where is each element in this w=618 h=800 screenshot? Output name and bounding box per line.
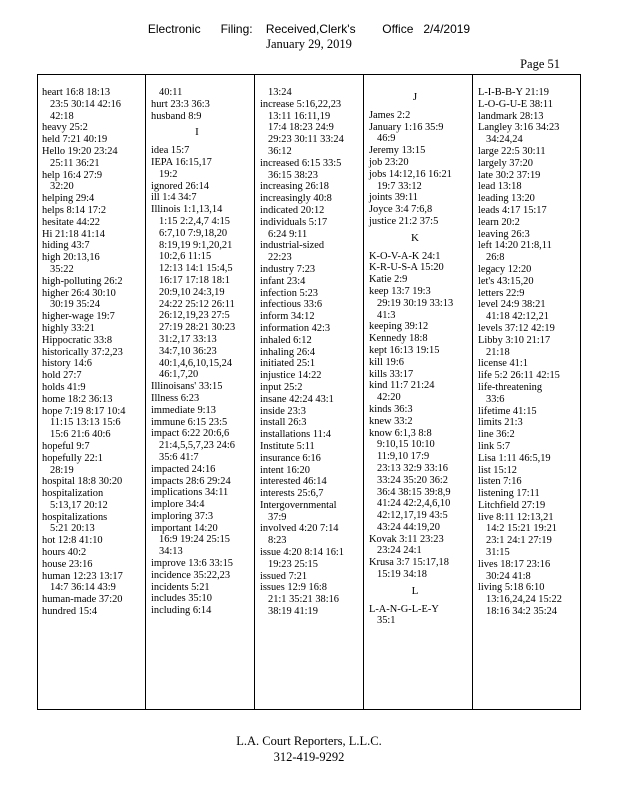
index-entry: late 30:2 37:19 [478,169,541,181]
index-column-1 [42,87,134,618]
index-entry: immune 6:15 23:5 [151,416,228,428]
index-entry: interests 25:6,7 [260,488,324,500]
index-entry: 21:1 35:21 38:16 [268,594,340,606]
index-entry: landmark 28:13 [478,110,544,122]
index-entry: 40:1,4,6,10,15,24 [159,357,233,369]
index-entry: interested 46:14 [260,476,327,488]
index-entry: L-O-G-U-E 38:11 [478,98,553,110]
index-entry: kinds 36:3 [369,403,413,415]
index-entry: 21:18 [486,346,510,358]
index-entry: 35:22 [50,263,74,275]
index-entry: listening 17:11 [478,488,540,500]
index-entry: 13:11 16:11,19 [268,110,331,122]
index-entry: 21:4,5,5,7,23 24:6 [159,440,235,452]
index-entry: includes 35:10 [151,593,212,605]
index-entry: 8:19,19 9:1,20,21 [159,239,233,251]
index-entry: James 2:2 [369,109,411,121]
index-entry: hiding 43:7 [42,240,90,252]
index-entry: 9:10,15 10:10 [377,439,435,451]
index-entry: license 41:1 [478,358,528,370]
section-letter: K [411,231,419,244]
index-entry: left 14:20 21:8,11 [478,240,552,252]
index-entry: 33:6 [486,393,505,405]
index-entry: 41:24 42:2,4,6,10 [377,498,451,510]
index-entry: 31:2,17 33:13 [159,333,217,345]
index-entry: increase 5:16,22,23 [260,98,342,110]
index-entry: know 6:1,3 8:8 [369,427,432,439]
index-entry: increasing 26:18 [260,181,329,193]
index-entry: Joyce 3:4 7:6,8 [369,204,433,216]
index-entry: immediate 9:13 [151,404,216,416]
index-entry: 23:1 24:1 27:19 [486,535,552,547]
index-entry: held 7:21 40:19 [42,134,108,146]
index-entry: list 15:12 [478,464,517,476]
index-entry: hopeful 9:7 [42,440,90,452]
index-entry: 20:9,10 24:3,19 [159,286,225,298]
index-entry: 22:23 [268,252,292,264]
index-entry: knew 33:2 [369,415,413,427]
index-entry: hope 7:19 8:17 10:4 [42,405,126,417]
index-entry: 36:12 [268,145,292,157]
index-entry: letters 22:9 [478,287,525,299]
index-entry: incidence 35:22,23 [151,569,231,581]
index-entry: heart 16:8 18:13 [42,87,111,98]
index-entry: 40:11 [159,87,183,98]
index-entry: insane 42:24 43:1 [260,393,334,405]
index-entry: Langley 3:16 34:23 [478,122,560,134]
index-entry: kind 11:7 21:24 [369,380,435,392]
index-entry: Jeremy 13:15 [369,145,426,157]
index-entry: historically 37:2,23 [42,346,123,358]
index-entry: industry 7:23 [260,263,316,275]
index-entry: history 14:6 [42,358,92,370]
index-entry: incidents 5:21 [151,581,210,593]
index-entry: let's 43:15,20 [478,275,534,287]
index-entry: impacted 24:16 [151,463,216,475]
index-entry: including 6:14 [151,605,212,617]
index-entry: levels 37:12 42:19 [478,322,555,334]
index-entry: 8:23 [268,535,287,547]
index-entry: help 16:4 27:9 [42,169,103,181]
index-entry: 34:24,24 [486,134,523,146]
index-entry: lives 18:17 23:16 [478,558,551,570]
index-entry: 27:19 28:21 30:23 [159,322,236,334]
index-column-2 [151,87,243,617]
index-entry: 23:5 30:14 42:16 [50,98,122,110]
index-entry: 16:17 17:18 18:1 [159,274,231,286]
index-entry: learn 20:2 [478,216,520,228]
index-entry: justice 21:2 37:5 [369,215,439,227]
index-entry: 43:24 44:19,20 [377,521,440,533]
index-column-5 [478,87,570,618]
index-entry: 5:13,17 20:12 [50,499,108,511]
index-entry: industrial-sized [260,240,325,252]
index-entry: 31:15 [486,547,510,559]
index-entry: 26:12,19,23 27:5 [159,310,230,322]
index-entry: involved 4:20 7:14 [260,523,339,535]
column-divider [363,75,364,709]
index-entry: helping 29:4 [42,193,95,205]
index-entry: 11:15 13:13 15:6 [50,417,121,429]
column-divider [145,75,146,709]
index-entry: 13:16,24,24 15:22 [486,594,562,606]
index-entry: hurt 23:3 36:3 [151,98,210,110]
index-entry: 5:21 20:13 [50,523,95,535]
section-letter: L [411,584,419,597]
index-entry: Katie 2:9 [369,274,408,286]
index-entry: 29:23 30:11 33:24 [268,134,344,146]
index-entry: Lisa 1:11 46:5,19 [478,452,551,464]
reporter-phone: 312-419-9292 [273,750,345,764]
index-entry: 38:19 41:19 [268,606,318,618]
index-entry: infection 5:23 [260,287,319,299]
index-entry: individuals 5:17 [260,216,328,228]
index-entry: hospitalizations [42,511,108,523]
index-entry: Illinois 1:1,13,14 [151,204,223,216]
index-entry: legacy 12:20 [478,263,532,275]
index-entry: limits 21:3 [478,417,523,429]
index-entry: imploring 37:3 [151,510,214,522]
index-entry: large 22:5 30:11 [478,145,546,157]
index-table [37,74,581,710]
index-entry: life 5:2 26:11 42:15 [478,370,560,382]
column-divider [472,75,473,709]
index-entry: hospitalization [42,488,104,500]
index-entry: issues 12:9 16:8 [260,582,327,594]
index-entry: 46:9 [377,133,396,145]
index-entry: 33:24 35:20 36:2 [377,474,449,486]
index-entry: leads 4:17 15:17 [478,204,547,216]
index-entry: 13:24 [268,87,292,98]
index-entry: hospital 18:8 30:20 [42,476,123,488]
page-number: Page 51 [520,57,560,71]
index-entry: link 5:7 [478,440,511,452]
index-entry: important 14:20 [151,522,218,534]
reporter-name: L.A. Court Reporters, L.L.C. [236,734,382,748]
index-entry: inform 34:12 [260,311,315,323]
index-entry: Intergovernmental [260,499,337,511]
index-entry: implications 34:11 [151,487,229,499]
index-entry: 36:4 38:15 39:8,9 [377,486,451,498]
index-entry: 12:13 14:1 15:4,5 [159,263,233,275]
hearing-date: January 29, 2019 [266,37,352,51]
index-entry: increased 6:15 33:5 [260,157,342,169]
index-entry: higher 26:4 30:10 [42,287,116,299]
section-letter: I [195,126,199,139]
index-entry: Litchfield 27:19 [478,499,546,511]
index-entry: Hi 21:18 41:14 [42,228,105,240]
index-entry: implore 34:4 [151,499,205,511]
index-entry: January 1:16 35:9 [369,121,444,133]
index-entry: injustice 14:22 [260,370,322,382]
index-entry: 37:9 [268,511,287,523]
index-entry: Libby 3:10 21:17 [478,334,551,346]
index-entry: 19:23 25:15 [268,558,318,570]
index-entry: leading 13:20 [478,193,535,205]
index-entry: Krusa 3:7 15:17,18 [369,557,449,569]
index-entry: human 12:23 13:17 [42,570,123,582]
index-entry: input 25:2 [260,381,303,393]
index-entry: 46:1,7,20 [159,369,199,381]
index-entry: hesitate 44:22 [42,216,101,228]
index-entry: lifetime 41:15 [478,405,537,417]
index-entry: keep 13:7 19:3 [369,285,431,297]
index-entry: installations 11:4 [260,429,331,441]
index-entry: install 26:3 [260,417,307,429]
index-entry: joints 39:11 [369,192,418,204]
index-entry: 42:12,17,19 43:5 [377,510,448,522]
index-entry: 42:20 [377,392,401,404]
index-entry: 32:20 [50,181,74,193]
section-letter: J [412,91,418,103]
index-entry: infectious 33:6 [260,299,323,311]
filing-header: Electronic Filing: Received,Clerk's Office 2/4/2019 [147,22,471,36]
index-entry: kept 16:13 19:15 [369,344,440,356]
index-entry: 15:19 34:18 [377,569,427,581]
index-entry: 36:15 38:23 [268,169,318,181]
index-entry: IEPA 16:15,17 [151,156,212,168]
index-entry: 35:6 41:7 [159,451,199,463]
index-entry: husband 8:9 [151,110,202,122]
index-entry: helps 8:14 17:2 [42,204,107,216]
index-entry: 10:2,6 11:15 [159,251,212,263]
index-entry: information 42:3 [260,322,331,334]
index-entry: 6:24 9:11 [268,228,308,240]
index-entry: 14:7 36:14 43:9 [50,582,116,594]
index-entry: job 23:20 [369,156,409,168]
index-entry: Kovak 3:11 23:23 [369,533,444,545]
index-entry: kills 33:17 [369,368,414,380]
index-column-4 [369,87,461,627]
index-entry: high-polluting 26:2 [42,275,123,287]
index-entry: 34:7,10 36:23 [159,345,217,357]
index-entry: line 36:2 [478,429,515,441]
index-entry: 19:2 [159,168,178,180]
index-entry: inhaled 6:12 [260,334,312,346]
index-entry: improve 13:6 33:15 [151,558,233,570]
index-entry: 29:19 30:19 33:13 [377,297,454,309]
index-entry: 15:6 21:6 40:6 [50,429,111,441]
index-entry: higher-wage 19:7 [42,311,115,323]
index-entry: ill 1:4 34:7 [151,192,197,204]
index-entry: 28:19 [50,464,74,476]
index-entry: impacts 28:6 29:24 [151,475,231,487]
index-entry: hot 12:8 41:10 [42,535,103,547]
index-entry: lead 13:18 [478,181,522,193]
index-entry: 24:22 25:12 26:11 [159,298,235,310]
index-column-3 [260,87,352,618]
index-entry: inside 23:3 [260,405,306,417]
index-entry: live 8:11 12:13,21 [478,511,554,523]
index-entry: 17:4 18:23 24:9 [268,122,334,134]
index-entry: home 18:2 36:13 [42,393,113,405]
index-entry: jobs 14:12,16 16:21 [369,168,452,180]
index-entry: Hello 19:20 23:24 [42,145,118,157]
index-entry: idea 15:7 [151,145,190,157]
index-entry: 6:7,10 7:9,18,20 [159,227,228,239]
index-entry: K-O-V-A-K 24:1 [369,250,441,262]
index-entry: 19:7 33:12 [377,180,422,192]
index-entry: 14:2 15:21 19:21 [486,523,558,535]
index-entry: kill 19:6 [369,356,404,368]
index-entry: keeping 39:12 [369,321,429,333]
index-entry: 35:1 [377,615,396,627]
index-entry: 41:3 [377,309,396,321]
index-entry: hold 27:7 [42,370,82,382]
index-entry: 1:15 2:2,4,7 4:15 [159,215,231,227]
index-entry: level 24:9 38:21 [478,299,546,311]
index-entry: Illinoisans' 33:15 [151,381,223,393]
index-entry: life-threatening [478,381,543,393]
index-entry: leaving 26:3 [478,228,530,240]
index-entry: increasingly 40:8 [260,193,332,205]
index-entry: intent 16:20 [260,464,310,476]
index-entry: human-made 37:20 [42,594,123,606]
index-entry: 30:19 35:24 [50,299,100,311]
index-entry: 16:9 19:24 25:15 [159,534,231,546]
index-entry: 42:18 [50,110,74,122]
index-entry: 26:8 [486,252,505,264]
index-entry: hundred 15:4 [42,606,98,618]
index-entry: impact 6:22 20:6,6 [151,428,230,440]
index-entry: 41:18 42:12,21 [486,311,549,323]
index-entry: 34:13 [159,546,183,558]
index-entry: holds 41:9 [42,381,86,393]
index-entry: Illness 6:23 [151,392,200,404]
index-entry: issued 7:21 [260,570,308,582]
index-entry: 18:16 34:2 35:24 [486,606,558,618]
index-entry: initiated 25:1 [260,358,316,370]
index-entry: listen 7:16 [478,476,522,488]
index-entry: largely 37:20 [478,157,533,169]
index-entry: 23:24 24:1 [377,545,422,557]
index-entry: L-I-B-B-Y 21:19 [478,87,549,98]
index-entry: infant 23:4 [260,275,306,287]
index-entry: heavy 25:2 [42,122,88,134]
index-entry: high 20:13,16 [42,252,100,264]
index-entry: K-R-U-S-A 15:20 [369,262,444,274]
index-entry: house 23:16 [42,558,93,570]
index-entry: 11:9,10 17:9 [377,451,430,463]
index-entry: highly 33:21 [42,322,95,334]
index-entry: living 5:18 6:10 [478,582,545,594]
index-entry: 23:13 32:9 33:16 [377,462,449,474]
index-entry: hours 40:2 [42,547,87,559]
index-entry: issue 4:20 8:14 16:1 [260,547,344,559]
column-divider [254,75,255,709]
index-entry: Kennedy 18:8 [369,333,428,345]
index-entry: indicated 20:12 [260,204,325,216]
index-entry: ignored 26:14 [151,180,210,192]
index-entry: inhaling 26:4 [260,346,316,358]
index-entry: insurance 6:16 [260,452,321,464]
index-entry: Institute 5:11 [260,440,315,452]
index-entry: Hippocratic 33:8 [42,334,113,346]
index-entry: L-A-N-G-L-E-Y [369,603,439,615]
index-entry: 25:11 36:21 [50,157,100,169]
index-entry: hopefully 22:1 [42,452,103,464]
index-entry: 30:24 41:8 [486,570,531,582]
